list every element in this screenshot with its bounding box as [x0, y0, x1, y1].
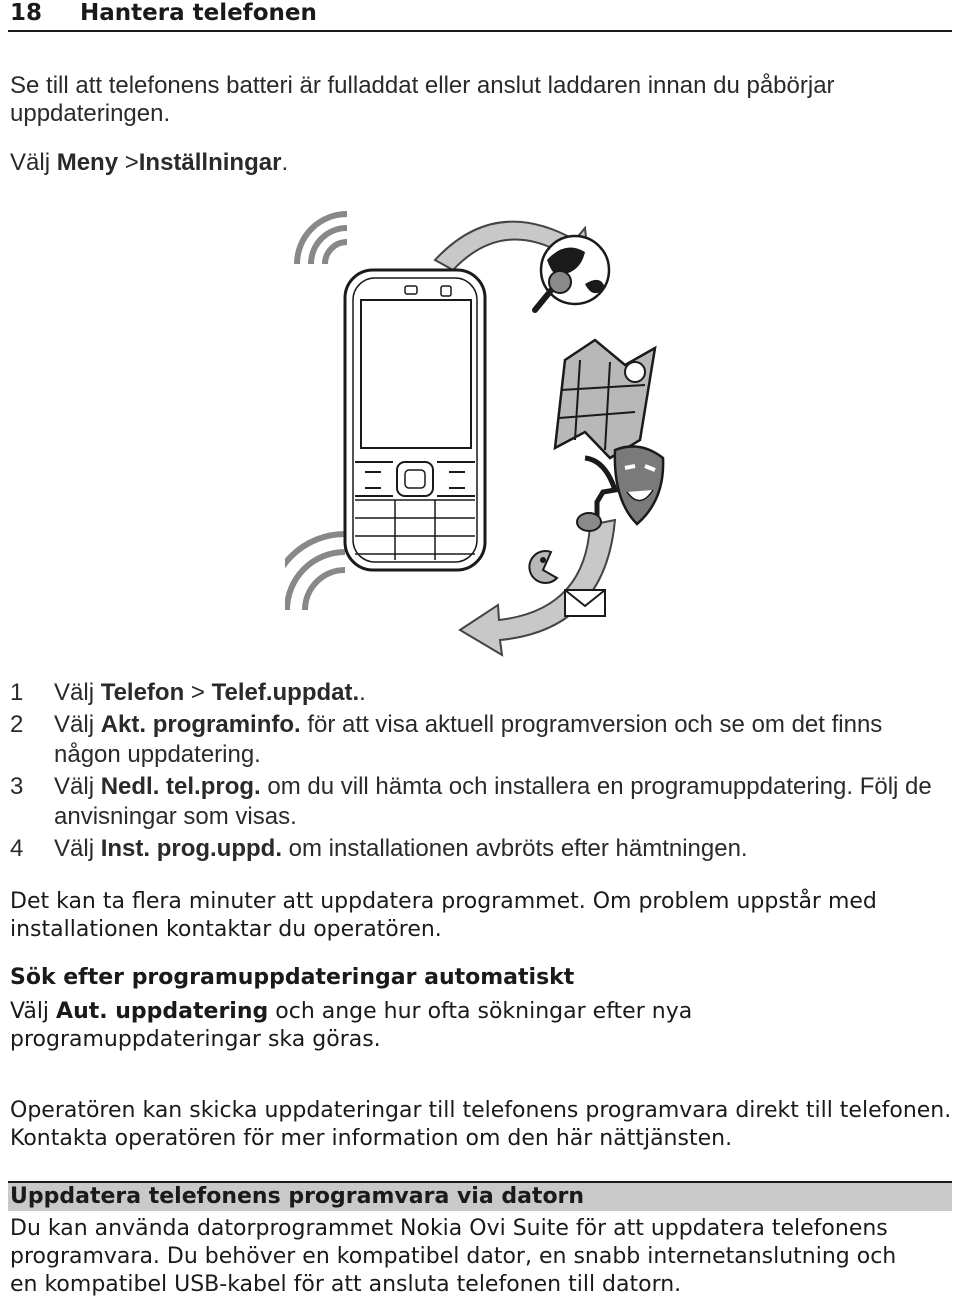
step-text: om du vill hämta och installera en programuppdatering. Följ de anvisningar som visas.	[54, 773, 932, 830]
music-note-icon	[577, 458, 615, 531]
step-period: .	[359, 679, 366, 706]
section-heading-bar	[8, 1181, 952, 1211]
menu-path-settings: Inställningar	[138, 149, 282, 176]
microphone-icon	[535, 271, 571, 310]
step-keyword: Telef.uppdat.	[211, 679, 360, 706]
menu-path-prefix: Välj	[10, 149, 51, 176]
step-keyword: Nedl. tel.prog.	[100, 773, 261, 800]
game-character-icon	[529, 551, 557, 583]
list-item	[10, 710, 950, 770]
signal-waves-icon	[285, 214, 347, 610]
list-item	[10, 772, 950, 832]
menu-path-meny: Meny	[56, 149, 119, 176]
step-keyword: Telefon	[100, 679, 185, 706]
section-heading-pc: Uppdatera telefonens programvara via datorn	[10, 1184, 585, 1209]
list-item	[10, 678, 950, 708]
step-separator: >	[184, 679, 212, 706]
step-text: Välj	[54, 679, 101, 706]
section-auto-text	[10, 998, 950, 1054]
battery-instruction: Se till att telefonens batteri är fulladdat eller anslut laddaren innan du påbörjar uppdateringen.	[10, 72, 835, 127]
step-text: Välj	[54, 835, 101, 862]
menu-path-period: .	[281, 149, 289, 176]
page-header	[8, 0, 952, 32]
step-text: Välj	[54, 711, 101, 738]
theater-mask-icon	[615, 446, 663, 524]
note-minutes: Det kan ta flera minuter att uppdatera programmet. Om problem uppstår med installationen kontaktar du operatören.	[10, 889, 877, 942]
section-auto-prefix: Välj	[10, 999, 57, 1024]
step-number: 3	[10, 773, 24, 800]
list-item	[10, 834, 950, 864]
update-steps-list	[10, 678, 950, 866]
phone-illustration	[285, 200, 675, 660]
map-icon	[555, 340, 655, 458]
step-number: 2	[10, 711, 24, 738]
page-number: 18	[10, 0, 43, 26]
operator-text: Operatören kan skicka uppdateringar till telefonens programvara direkt till telefonen. Kontakta operatören för mer information om den här nättjänsten.	[10, 1098, 952, 1151]
envelope-icon	[565, 590, 605, 616]
step-text: om installationen avbröts efter hämtningen.	[282, 835, 748, 862]
step-keyword: Inst. prog.uppd.	[100, 835, 282, 862]
step-number: 4	[10, 835, 24, 862]
step-keyword: Akt. programinfo.	[100, 711, 301, 738]
section-auto-keyword: Aut. uppdatering	[56, 999, 269, 1024]
phone-body	[345, 270, 485, 570]
step-text: för att visa aktuell programversion och se om det finns någon uppdatering.	[54, 711, 883, 768]
chapter-title: Hantera telefonen	[80, 0, 317, 26]
section-heading-auto: Sök efter programuppdateringar automatiskt	[10, 965, 575, 990]
section-pc-text: Du kan använda datorprogrammet Nokia Ovi Suite för att uppdatera telefonens programvara. Du behöver en kompatibel dator, en snabb internetanslutning och en kompatibel USB-kabel för att ansluta telefonen till datorn.	[10, 1216, 897, 1297]
menu-path-instruction	[10, 148, 288, 178]
section-auto-suffix: och ange hur ofta sökningar efter nya programuppdateringar ska göras.	[10, 999, 693, 1052]
step-text: Välj	[54, 773, 101, 800]
menu-path-separator: >	[124, 149, 139, 176]
step-number: 1	[10, 679, 24, 706]
